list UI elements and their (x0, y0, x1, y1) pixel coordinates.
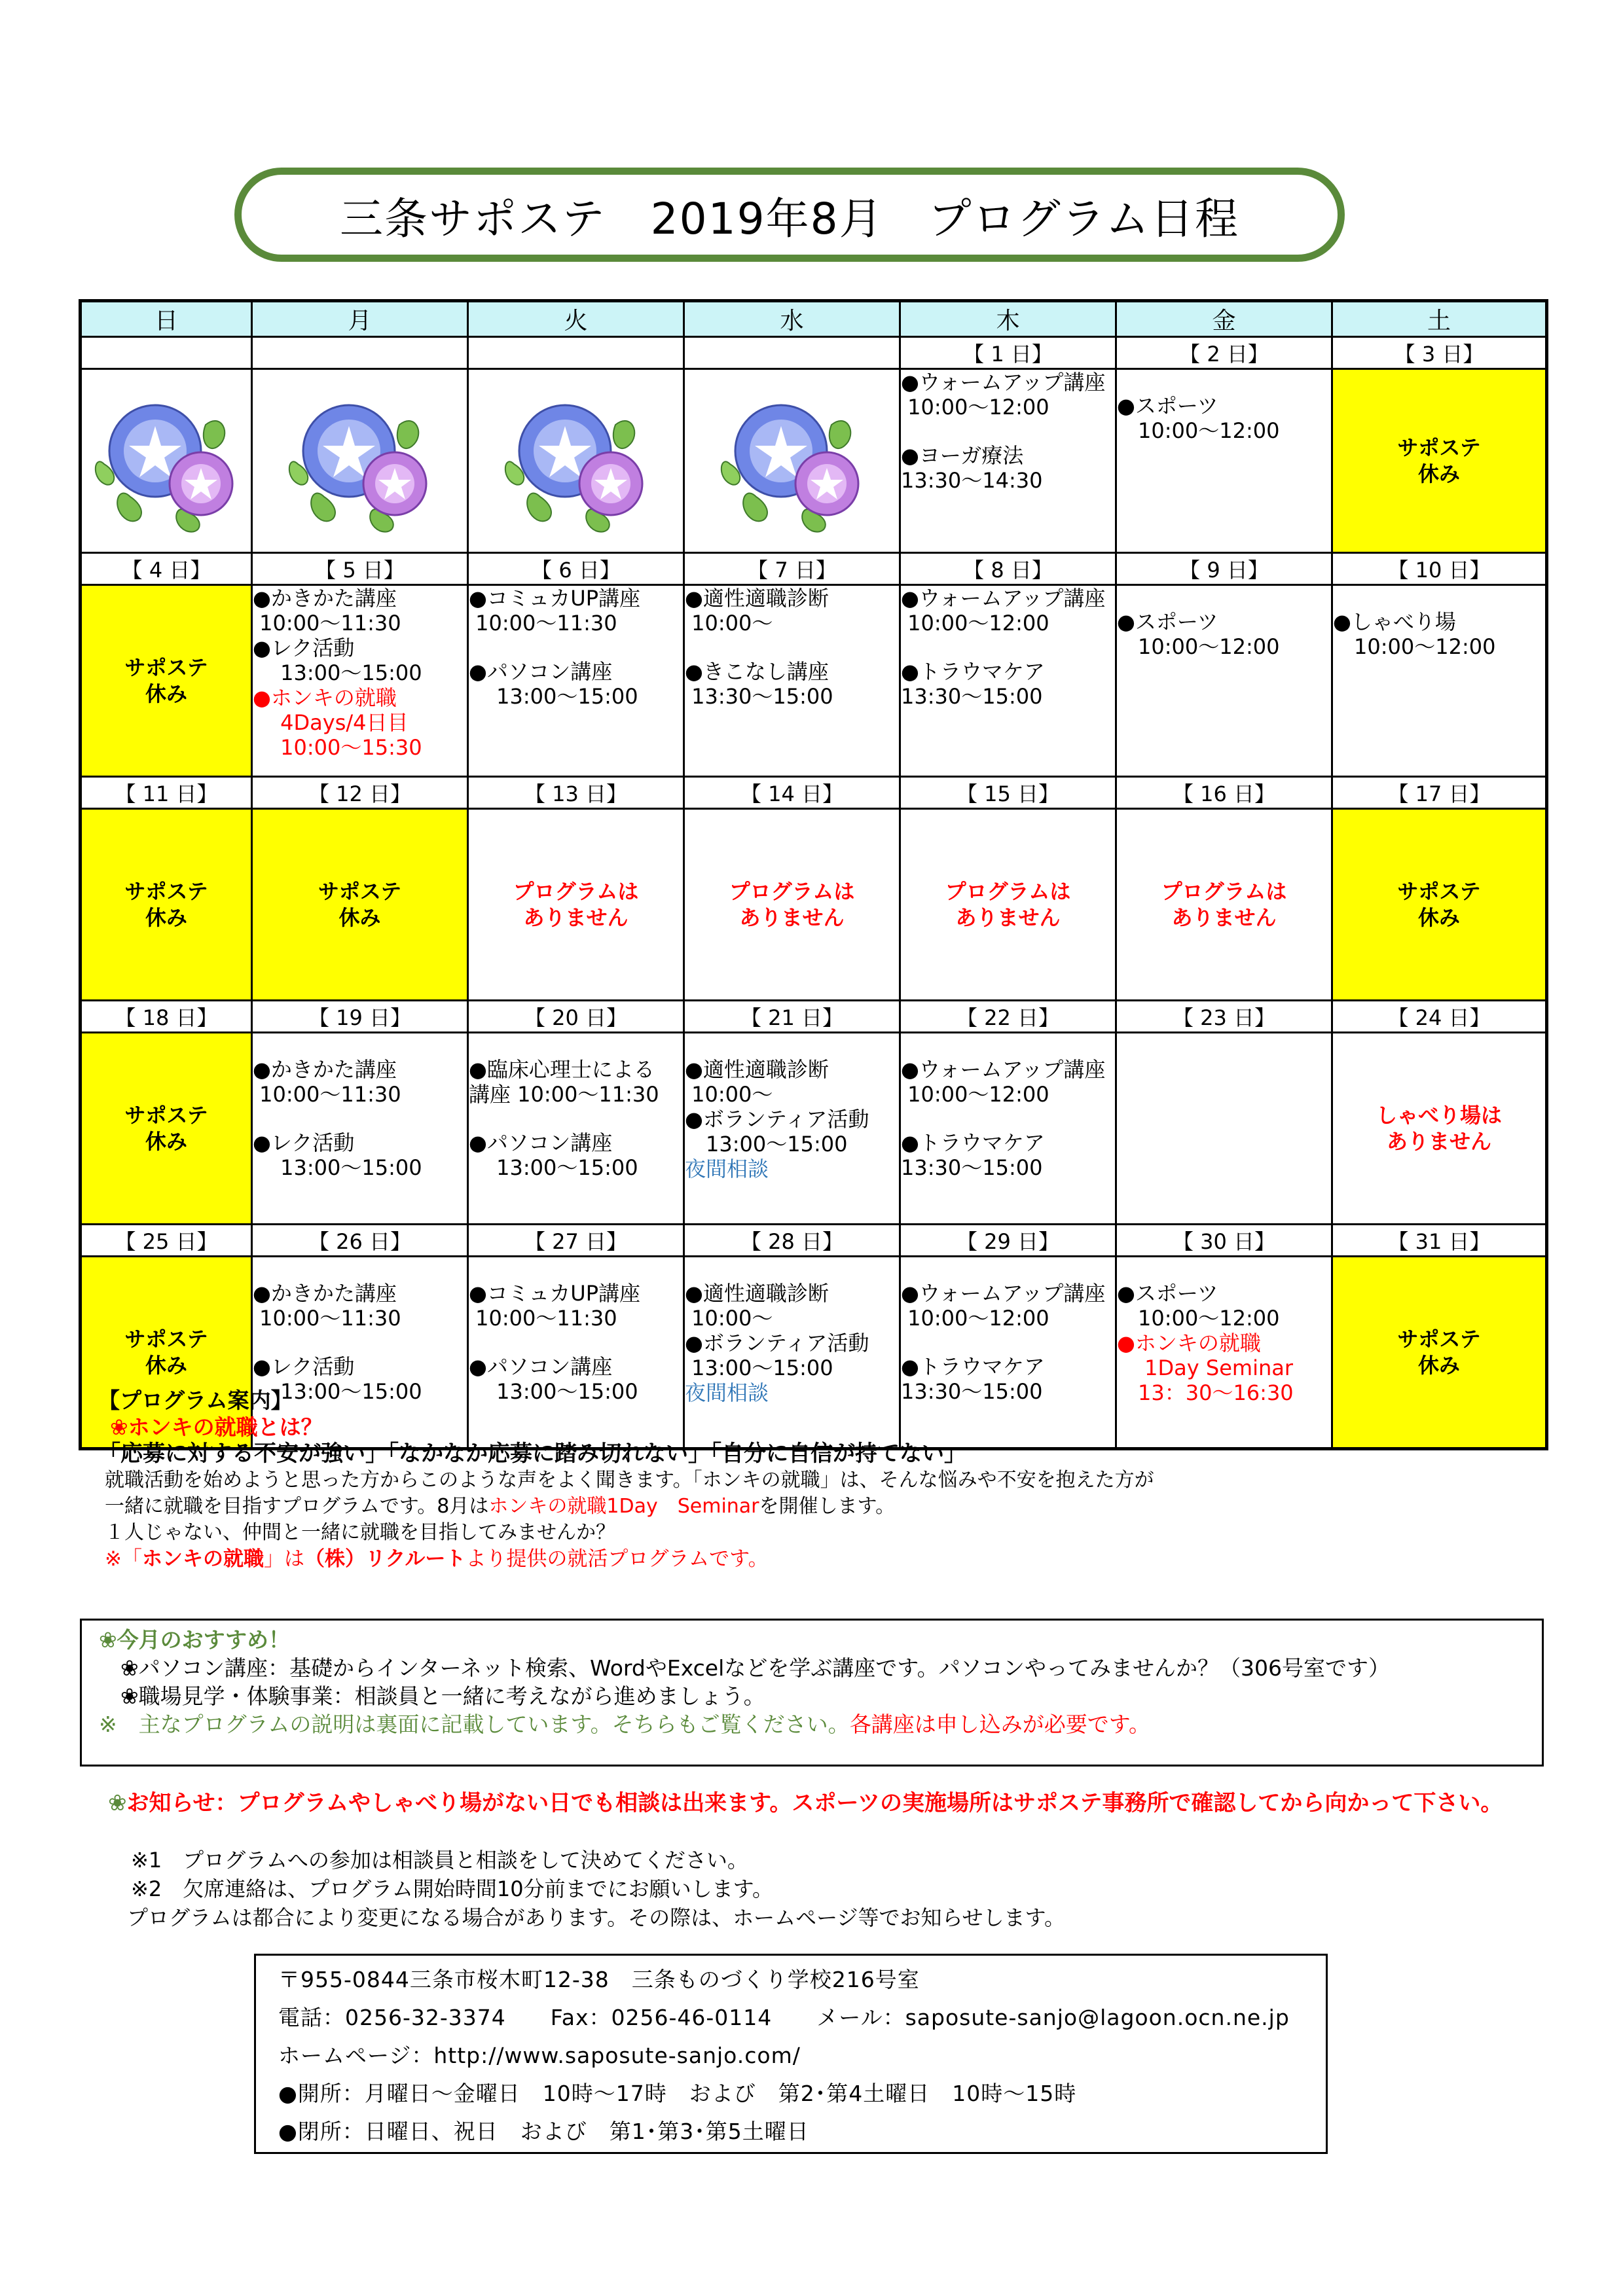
event-line: ●ボランティア活動 (685, 1107, 869, 1132)
highlight-event-line: ●ホンキの就職 (253, 685, 397, 710)
notice-line (108, 1790, 1503, 1817)
closed-label: サポステ 休み (1397, 435, 1481, 486)
day-cell (81, 585, 252, 777)
event-line: ●トラウマケア (901, 1354, 1045, 1379)
event-line: 13:30～15:00 (901, 1155, 1043, 1180)
closed-label: サポステ 休み (124, 1103, 208, 1154)
date-cell: 【 17 日】 (1332, 777, 1547, 809)
event-line: ●トラウマケア (901, 1130, 1045, 1155)
event-line: ●ボランティア活動 (685, 1331, 869, 1355)
weekday-sat: 土 (1332, 301, 1547, 337)
date-cell: 【 21 日】 (684, 1001, 900, 1033)
event-line (1117, 1257, 1331, 1281)
event-line (901, 1257, 1115, 1281)
event-line (1117, 370, 1331, 393)
contact-box (254, 1954, 1328, 2154)
weekday-mon: 月 (252, 301, 468, 337)
day-cell (468, 809, 684, 1001)
event-line (469, 1033, 683, 1057)
week-row (81, 369, 1547, 553)
weekday-wed: 水 (684, 301, 900, 337)
event-line: 10:00～12:00 (901, 1082, 1049, 1107)
date-cell: 【 14 日】 (684, 777, 900, 809)
date-row (81, 337, 1547, 369)
day-cell (1116, 809, 1332, 1001)
event-line: ●ウォームアップ講座 (901, 1281, 1106, 1306)
event-line: 10:00～ (685, 611, 773, 636)
note-2: ※2 欠席連絡は、プログラム開始時間10分前までにお願いします。 (131, 1876, 774, 1901)
date-cell (468, 337, 684, 369)
event-line: ●トラウマケア (901, 659, 1045, 684)
date-cell: 【 13 日】 (468, 777, 684, 809)
closed-label: サポステ 休み (124, 655, 208, 706)
date-cell: 【 11 日】 (81, 777, 252, 809)
day-cell (468, 369, 684, 553)
event-line: ●適性適職診断 (685, 1281, 829, 1306)
recommend-heading: ❀今月のおすすめ！ (99, 1627, 290, 1653)
contact-phone: 電話：0256-32-3374 Fax：0256-46-0114 メール：saposute-sanjo@lagoon.ocn.ne.jp (278, 2005, 1290, 2030)
calendar-table (79, 299, 1548, 1450)
day-cell (252, 1033, 468, 1225)
date-cell: 【 15 日】 (900, 777, 1116, 809)
highlight-event-line: 1Day Seminar (1117, 1355, 1294, 1380)
no-program-label: プログラムは ありません (1161, 879, 1287, 930)
day-cell (468, 1033, 684, 1225)
no-program-label: プログラムは ありません (729, 879, 855, 930)
event-line: ●レク活動 (253, 1354, 355, 1379)
week-row (81, 1033, 1547, 1225)
weekday-tue: 火 (468, 301, 684, 337)
closed-label: サポステ 休み (318, 879, 402, 930)
flower-illustration (469, 370, 683, 552)
event-line: 13:00～15:00 (469, 1379, 638, 1404)
event-line: 10:00～11:30 (253, 1306, 401, 1331)
date-cell: 【 19 日】 (252, 1001, 468, 1033)
weekday-thu: 木 (900, 301, 1116, 337)
event-line (901, 636, 1115, 659)
day-cell (684, 809, 900, 1001)
date-row (81, 1225, 1547, 1257)
date-row (81, 777, 1547, 809)
date-cell: 【 31 日】 (1332, 1225, 1547, 1257)
event-line: 10:00～11:30 (469, 611, 617, 636)
date-cell: 【 29 日】 (900, 1225, 1116, 1257)
notice-label: お知らせ： (126, 1790, 238, 1816)
event-line: 13:00～15:00 (469, 1155, 638, 1180)
notes-section (127, 1846, 1065, 1932)
event-line: 10:00～12:00 (901, 1306, 1049, 1331)
event-line: 13:30～15:00 (901, 684, 1043, 709)
contact-closed-days: ●閉所：日曜日、祝日 および 第1･第3･第5土曜日 (278, 2119, 809, 2144)
date-cell: 【 26 日】 (252, 1225, 468, 1257)
event-line: ●かきかた講座 (253, 1057, 397, 1082)
event-line (901, 420, 1115, 443)
event-line: ●コミュカUP講座 (469, 1281, 641, 1306)
event-line (253, 1331, 467, 1354)
event-line (685, 1033, 899, 1057)
morning-glory-icon (717, 386, 867, 536)
event-line: 講座 10:00～11:30 (469, 1082, 659, 1107)
event-line: 10:00～11:30 (253, 1082, 401, 1107)
date-cell: 【 6 日】 (468, 553, 684, 585)
date-cell: 【 16 日】 (1116, 777, 1332, 809)
event-line (1117, 586, 1331, 609)
no-program-label: プログラムは ありません (945, 879, 1071, 930)
event-line: ●適性適職診断 (685, 1057, 829, 1082)
date-cell: 【 20 日】 (468, 1001, 684, 1033)
day-cell (1116, 1033, 1332, 1225)
event-line: ●レク活動 (253, 1130, 355, 1155)
event-line: ●ウォームアップ講座 (901, 370, 1106, 395)
highlight-event-line: 4Days/4日目 (253, 710, 409, 735)
flower-illustration (253, 370, 467, 552)
flower-illustration (685, 370, 899, 552)
date-cell: 【 25 日】 (81, 1225, 252, 1257)
recommend-line-1: ❀パソコン講座：基礎からインターネット検索、WordやExcelなどを学ぶ講座です。パソコンやってみませんか？（306号室です） (99, 1655, 1390, 1681)
date-row (81, 1001, 1547, 1033)
event-line: 10:00～12:00 (1333, 634, 1496, 659)
date-cell: 【 8 日】 (900, 553, 1116, 585)
event-line (469, 636, 683, 659)
closed-label: サポステ 休み (124, 879, 208, 930)
seminar-highlight: ホンキの就職1Day Seminar (488, 1495, 759, 1518)
day-cell (900, 585, 1116, 777)
event-line: ●適性適職診断 (685, 586, 829, 611)
event-line (901, 1331, 1115, 1354)
event-line: 13:30～15:00 (685, 684, 833, 709)
event-line: ●レク活動 (253, 636, 355, 660)
recommend-line-3: ※ 主なプログラムの説明は裏面に記載しています。そちらもご覧ください。各講座は申し込みが必要です。 (99, 1712, 1151, 1737)
no-program-label: しゃべり場は ありません (1376, 1103, 1502, 1154)
event-line: ●パソコン講座 (469, 1354, 613, 1379)
recommend-line-2: ❀職場見学・体験事業：相談員と一緒に考えながら進めましょう。 (99, 1683, 765, 1709)
highlight-event-line: 10:00～15:30 (253, 735, 422, 760)
event-line: ●かきかた講座 (253, 586, 397, 611)
contact-address: 〒955-0844三条市桜木町12-38 三条ものづくり学校216号室 (278, 1967, 920, 1992)
day-cell (81, 809, 252, 1001)
info-quote: 「応募に対する不安が強い」「なかなか応募に踏み切れない」「自分に自信が持てない」 (98, 1441, 966, 1467)
event-line: ●ウォームアップ講座 (901, 1057, 1106, 1082)
week-row (81, 585, 1547, 777)
date-cell: 【 5 日】 (252, 553, 468, 585)
date-cell: 【 10 日】 (1332, 553, 1547, 585)
morning-glory-icon (501, 386, 651, 536)
date-cell (252, 337, 468, 369)
event-line: ●スポーツ (1117, 1281, 1218, 1306)
contact-open-hours: ●開所：月曜日～金曜日 10時～17時 および 第2･第4土曜日 10時～15時 (278, 2081, 1077, 2106)
day-cell (81, 369, 252, 553)
closed-label: サポステ 休み (1397, 1327, 1481, 1378)
event-line (469, 1257, 683, 1281)
day-cell (1332, 1033, 1547, 1225)
event-line: 13:30～15:00 (901, 1379, 1043, 1404)
event-line: 13:00～15:00 (685, 1355, 833, 1380)
event-line (901, 1107, 1115, 1130)
day-cell (1332, 1257, 1547, 1449)
event-line: 10:00～12:00 (901, 611, 1049, 636)
event-line: ●きこなし講座 (685, 659, 829, 684)
date-cell: 【 4 日】 (81, 553, 252, 585)
event-line: 10:00～11:30 (253, 611, 401, 636)
event-line (253, 1257, 467, 1281)
event-line (685, 1257, 899, 1281)
event-line (253, 1033, 467, 1057)
night-consult-label: 夜間相談 (685, 1380, 769, 1405)
day-cell (900, 1033, 1116, 1225)
date-cell (684, 337, 900, 369)
event-line: ●ウォームアップ講座 (901, 586, 1106, 611)
day-cell (468, 585, 684, 777)
no-program-label: プログラムは ありません (513, 879, 639, 930)
date-cell: 【 23 日】 (1116, 1001, 1332, 1033)
event-line: 13:00～15:00 (469, 684, 638, 709)
event-line: 13:00～15:00 (253, 1379, 422, 1404)
day-cell (1116, 585, 1332, 777)
day-cell (252, 585, 468, 777)
highlight-event-line: ●ホンキの就職 (1117, 1331, 1261, 1355)
notice-text: プログラムやしゃべり場がない日でも相談は出来ます。スポーツの実施場所はサポステ事務所で確認してから向かって下さい。 (237, 1790, 1503, 1816)
event-line: ●パソコン講座 (469, 659, 613, 684)
info-question: ❀ホンキの就職とは？ (110, 1414, 323, 1440)
info-section (98, 1387, 1154, 1573)
day-cell (1116, 369, 1332, 553)
date-cell: 【 12 日】 (252, 777, 468, 809)
event-line: 10:00～12:00 (1117, 1306, 1280, 1331)
flower-icon: ❀ (108, 1790, 127, 1816)
day-cell (684, 1033, 900, 1225)
event-line: 10:00～11:30 (469, 1306, 617, 1331)
date-cell: 【 18 日】 (81, 1001, 252, 1033)
date-cell (81, 337, 252, 369)
info-heading: 【プログラム案内】 (98, 1388, 293, 1413)
weekday-header-row (81, 301, 1547, 337)
event-line: 10:00～ (685, 1082, 773, 1107)
event-line: ●スポーツ (1117, 393, 1218, 418)
date-cell: 【 3 日】 (1332, 337, 1547, 369)
day-cell (900, 809, 1116, 1001)
date-cell: 【 30 日】 (1116, 1225, 1332, 1257)
day-cell (900, 369, 1116, 553)
recommend-box (80, 1619, 1544, 1767)
day-cell (1332, 809, 1547, 1001)
event-line (253, 1107, 467, 1130)
event-line: 13:30～14:30 (901, 468, 1043, 493)
weekday-fri: 金 (1116, 301, 1332, 337)
event-line: 10:00～12:00 (1117, 634, 1280, 659)
event-line: 13:00～15:00 (253, 1155, 422, 1180)
date-row (81, 553, 1547, 585)
date-cell: 【 9 日】 (1116, 553, 1332, 585)
page-title: 三条サポステ 2019年8月 プログラム日程 (340, 193, 1239, 244)
event-line: ●しゃべり場 (1333, 609, 1456, 634)
event-line: ●臨床心理士による (469, 1057, 655, 1082)
event-line: 10:00～12:00 (901, 395, 1049, 420)
info-paragraph-2: 一緒に就職を目指すプログラムです。8月はホンキの就職1Day Seminarを開催します。 (105, 1495, 896, 1518)
info-paragraph-3: １人じゃない、仲間と一緒に就職を目指してみませんか？ (105, 1521, 615, 1544)
note-1: ※1 プログラムへの参加は相談員と相談をして決めてください。 (131, 1848, 748, 1873)
day-cell (1332, 369, 1547, 553)
date-cell: 【 7 日】 (684, 553, 900, 585)
event-line: 13:00～15:00 (685, 1132, 848, 1157)
event-line: 13:00～15:00 (253, 660, 422, 685)
day-cell (684, 369, 900, 553)
event-line: ●スポーツ (1117, 609, 1218, 634)
event-line (1333, 586, 1545, 609)
info-paragraph-4: ※「ホンキの就職」は（株）リクルートより提供の就活プログラムです。 (105, 1547, 769, 1571)
event-line: ●コミュカUP講座 (469, 586, 641, 611)
day-cell (1332, 585, 1547, 777)
flower-illustration (82, 370, 251, 552)
contact-homepage[interactable]: ホームページ：http://www.saposute-sanjo.com/ (278, 2043, 801, 2068)
day-cell (252, 809, 468, 1001)
week-row (81, 809, 1547, 1001)
event-line: ●パソコン講座 (469, 1130, 613, 1155)
night-consult-label: 夜間相談 (685, 1157, 769, 1181)
date-cell: 【 28 日】 (684, 1225, 900, 1257)
event-line: 10:00～ (685, 1306, 773, 1331)
morning-glory-icon (285, 386, 435, 536)
event-line: ●ヨーガ療法 (901, 443, 1024, 468)
day-cell (684, 585, 900, 777)
event-line (901, 1033, 1115, 1057)
page-title-frame (234, 168, 1345, 262)
closed-label: サポステ 休み (1397, 879, 1481, 930)
highlight-event-line: 13：30～16:30 (1117, 1380, 1294, 1405)
date-cell: 【 24 日】 (1332, 1001, 1547, 1033)
weekday-sun: 日 (81, 301, 252, 337)
event-line (469, 1107, 683, 1130)
date-cell: 【 27 日】 (468, 1225, 684, 1257)
event-line (469, 1331, 683, 1354)
note-3: プログラムは都合により変更になる場合があります。その際は、ホームページ等でお知らせします。 (127, 1905, 1065, 1930)
morning-glory-icon (91, 386, 242, 536)
info-paragraph-1: 就職活動を始めようと思った方からこのような声をよく聞きます。「ホンキの就職」は、そんな悩みや不安を抱えた方が (105, 1469, 1154, 1492)
date-cell: 【 2 日】 (1116, 337, 1332, 369)
closed-label: サポステ 休み (124, 1327, 208, 1378)
event-line (685, 636, 899, 659)
date-cell: 【 1 日】 (900, 337, 1116, 369)
date-cell: 【 22 日】 (900, 1001, 1116, 1033)
day-cell (252, 369, 468, 553)
event-line: 10:00～12:00 (1117, 418, 1280, 443)
event-line: ●かきかた講座 (253, 1281, 397, 1306)
day-cell (81, 1033, 252, 1225)
